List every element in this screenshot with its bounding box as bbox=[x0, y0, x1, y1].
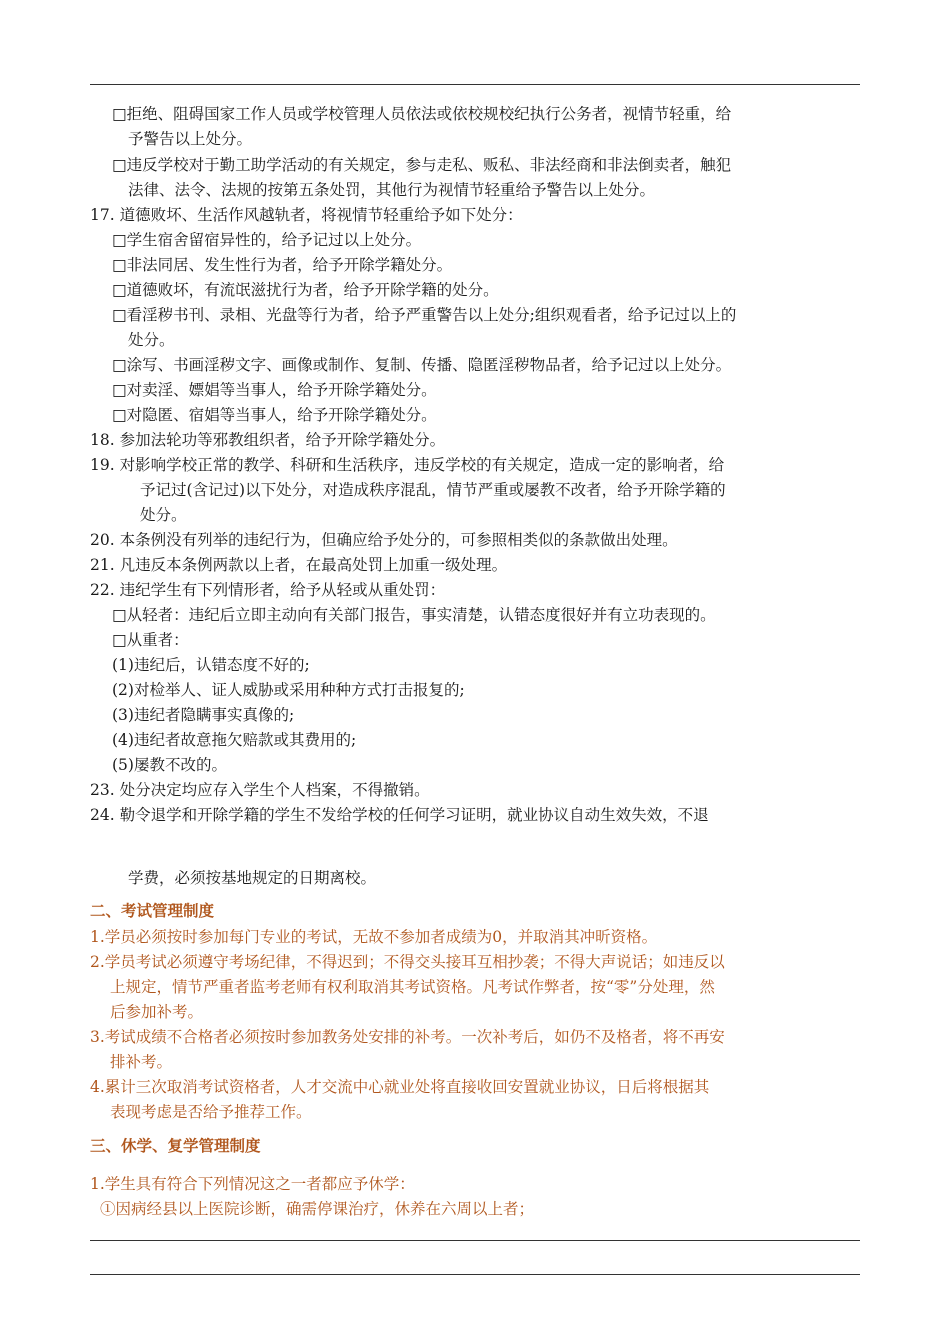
text-line: 法律、法令、法规的按第五条处罚，其他行为视情节轻重给予警告以上处分。 bbox=[128, 181, 656, 199]
text-line: □拒绝、阻碍国家工作人员或学校管理人员依法或依校规校纪执行公务者，视情节轻重，给 bbox=[112, 105, 732, 123]
suspension-rule-line: ①因病经县以上医院诊断，确需停课治疗，休养在六周以上者； bbox=[100, 1200, 535, 1218]
text-line: 21. 凡违反本条例两款以上者，在最高处罚上加重一级处理。 bbox=[90, 556, 508, 574]
text-line: 予警告以上处分。 bbox=[128, 130, 253, 148]
exam-rule-line: 后参加补考。 bbox=[110, 1003, 204, 1021]
text-line: □对卖淫、嫖娼等当事人，给予开除学籍处分。 bbox=[112, 381, 437, 399]
text-line: □非法同居、发生性行为者，给予开除学籍处分。 bbox=[112, 256, 453, 274]
text-line: 18. 参加法轮功等邪教组织者，给予开除学籍处分。 bbox=[90, 431, 446, 449]
text-line: □道德败坏，有流氓滋扰行为者，给予开除学籍的处分。 bbox=[112, 281, 499, 299]
text-line: 17. 道德败坏、生活作风越轨者，将视情节轻重给予如下处分： bbox=[90, 206, 523, 224]
suspension-rule-line: 1.学生具有符合下列情况这之一者都应予休学： bbox=[90, 1175, 415, 1193]
text-line: 24. 勒令退学和开除学籍的学生不发给学校的任何学习证明，就业协议自动生效失效，不退 bbox=[90, 806, 709, 824]
exam-rule-line: 排补考。 bbox=[110, 1053, 173, 1071]
text-line: 学费，必须按基地规定的日期离校。 bbox=[128, 869, 377, 887]
section-heading-suspension: 三、休学、复学管理制度 bbox=[90, 1136, 261, 1155]
section-heading-exams: 二、考试管理制度 bbox=[90, 901, 215, 920]
text-line: □看淫秽书刊、录相、光盘等行为者，给予严重警告以上处分;组织观看者，给予记过以上的 bbox=[112, 306, 737, 324]
text-line: □违反学校对于勤工助学活动的有关规定，参与走私、贩私、非法经商和非法倒卖者，触犯 bbox=[112, 156, 732, 174]
text-line: □从轻者：违纪后立即主动向有关部门报告，事实清楚，认错态度很好并有立功表现的。 bbox=[112, 606, 716, 624]
text-line: □涂写、书画淫秽文字、画像或制作、复制、传播、隐匿淫秽物品者，给予记过以上处分。 bbox=[112, 356, 732, 374]
header-rule bbox=[90, 84, 860, 85]
text-line: (1)违纪后，认错态度不好的; bbox=[112, 656, 310, 674]
exam-rule-line: 2.学员考试必须遵守考场纪律，不得迟到；不得交头接耳互相抄袭；不得大声说话；如违反以 bbox=[90, 953, 725, 971]
footer-rule-top bbox=[90, 1240, 860, 1241]
footer-rule-bottom bbox=[90, 1274, 860, 1275]
text-line: (3)违纪者隐瞒事实真像的; bbox=[112, 706, 295, 724]
exam-rule-line: 上规定，情节严重者监考老师有权利取消其考试资格。凡考试作弊者，按“零”分处理，然 bbox=[110, 978, 715, 996]
text-line: 19. 对影响学校正常的教学、科研和生活秩序，违反学校的有关规定，造成一定的影响者，给 bbox=[90, 456, 725, 474]
text-line: □从重者： bbox=[112, 631, 189, 649]
text-line: 23. 处分决定均应存入学生个人档案，不得撤销。 bbox=[90, 781, 430, 799]
text-line: 处分。 bbox=[128, 331, 175, 349]
exam-rule-line: 表现考虑是否给予推荐工作。 bbox=[110, 1103, 312, 1121]
exam-rule-line: 3.考试成绩不合格者必须按时参加教务处安排的补考。一次补考后，如仍不及格者，将不再安 bbox=[90, 1028, 725, 1046]
text-line: □对隐匿、宿娼等当事人，给予开除学籍处分。 bbox=[112, 406, 437, 424]
text-line: □学生宿舍留宿异性的，给予记过以上处分。 bbox=[112, 231, 422, 249]
exam-rule-line: 1.学员必须按时参加每门专业的考试，无故不参加者成绩为0，并取消其冲昕资格。 bbox=[90, 928, 658, 946]
text-line: 处分。 bbox=[140, 506, 187, 524]
text-line: 20. 本条例没有列举的违纪行为，但确应给予处分的，可参照相类似的条款做出处理。 bbox=[90, 531, 678, 549]
text-line: (5)屡教不改的。 bbox=[112, 756, 227, 774]
text-line: (4)违纪者故意拖欠赔款或其费用的; bbox=[112, 731, 357, 749]
text-line: (2)对检举人、证人威胁或采用种种方式打击报复的; bbox=[112, 681, 465, 699]
exam-rule-line: 4.累计三次取消考试资格者，人才交流中心就业处将直接收回安置就业协议，日后将根据其 bbox=[90, 1078, 710, 1096]
text-line: 予记过(含记过)以下处分，对造成秩序混乱，情节严重或屡教不改者，给予开除学籍的 bbox=[140, 481, 726, 499]
text-line: 22. 违纪学生有下列情形者，给予从轻或从重处罚： bbox=[90, 581, 446, 599]
